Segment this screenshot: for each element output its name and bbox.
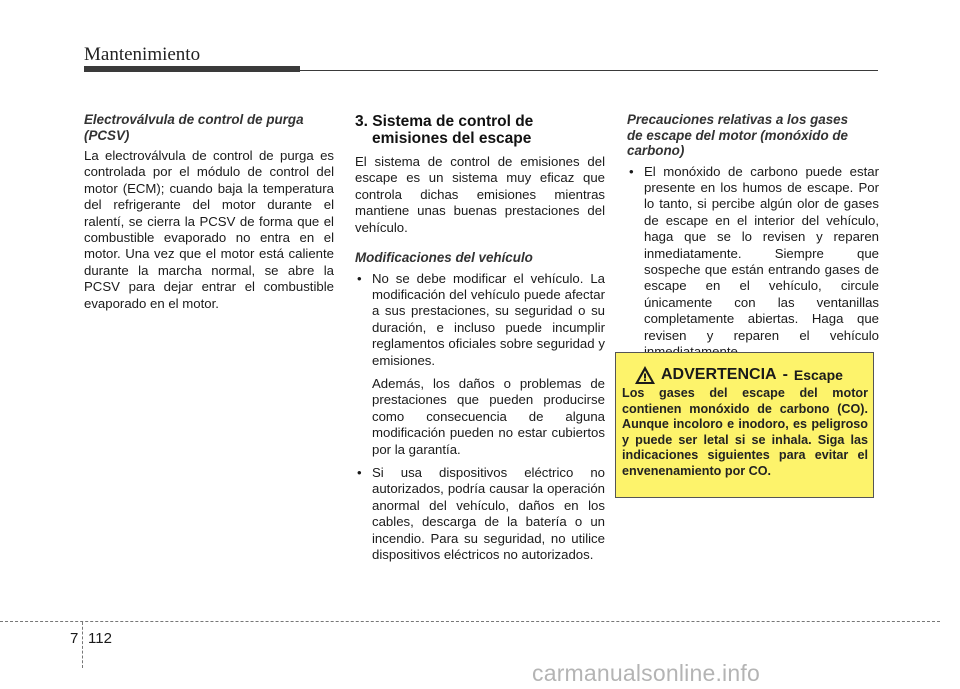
heading-line: emisiones del escape (372, 130, 532, 147)
page-number: 112 (88, 630, 112, 647)
subtitle-pcsv (84, 112, 334, 143)
subtitle-line: Precauciones relativas a los gases (627, 112, 849, 127)
list-item-text: No se debe modificar el vehículo. La modificación del vehículo puede afectar a sus prestaciones, su seguridad o su duración, e incluso puede incumplir reglamentos oficiales sobre seguridad y emisiones. (372, 270, 605, 368)
bullet-list (627, 164, 879, 361)
bullet-dot: • (357, 270, 362, 286)
column-right (627, 112, 879, 367)
list-item-continuation: Además, los daños o problemas de prestaciones que pueden producirse como consecuencia de alguna modificación pueden no estar cubiertos por la garantía. (372, 375, 605, 457)
subtitle-modifications: Modificaciones del vehículo (355, 250, 533, 266)
bullet-dot: • (357, 465, 362, 480)
header-rule (300, 70, 878, 71)
warning-label: ADVERTENCIA (661, 366, 777, 383)
bullet-dot: • (629, 163, 634, 179)
warning-box (615, 352, 874, 498)
warning-separator: - (782, 366, 788, 383)
footer-divider (82, 622, 83, 668)
list-item (355, 465, 605, 563)
column-middle (355, 112, 605, 570)
chapter-number: 7 (70, 630, 79, 647)
paragraph-intro: El sistema de control de emisiones del escape es un sistema muy eficaz que controla dichas emisiones mientras mantiene unas buenas prestaciones del vehículo. (355, 154, 605, 235)
subtitle-exhaust-precautions (627, 112, 879, 159)
bullet-list (355, 465, 605, 563)
warning-topic: Escape (793, 367, 843, 383)
subtitle-line: de escape del motor (monóxido de (627, 127, 848, 143)
watermark: carmanualsonline.info (532, 660, 760, 686)
heading-emission-control (355, 113, 605, 147)
list-item (355, 271, 605, 369)
section-title: Mantenimiento (84, 44, 201, 65)
column-left (84, 112, 334, 312)
warning-text: Los gases del escape del motor contienen monóxido de carbono (CO). Aunque incoloro e inodoro, es peligroso y puede ser letal si se inhala. Siga las indicaciones siguientes para evitar el envenenamiento por CO. (622, 386, 868, 478)
list-item-text: Si usa dispositivos eléctrico no autorizados, podría causar la operación anormal del vehículo, daños en los cables, descarga de la batería o un incendio. Para su seguridad, no utilice dispositivos eléctricos no autorizados. (372, 465, 605, 563)
list-item-text: El monóxido de carbono puede estar presente en los humos de escape. Por lo tanto, si percibe algún olor de gases de escape en el interior del vehículo, haga que se lo revisen y reparen inmediatamente. Siempre que sospeche que están entrando gases de escape en el vehículo, circule únicamente con las ventanillas completamente abiertas. Haga que revisen y reparen el vehículo (644, 163, 879, 343)
footer-rule (0, 621, 940, 622)
warning-triangle-icon (634, 365, 656, 385)
heading-line: 3. Sistema de control de (355, 113, 534, 130)
subtitle-line: Electroválvula de control de purga (84, 112, 304, 127)
bullet-list (355, 271, 605, 369)
subtitle-line: carbono) (627, 143, 685, 158)
warning-title (634, 363, 843, 387)
header-bar (84, 66, 300, 72)
paragraph-pcsv: La electroválvula de control de purga es controlada por el módulo de control del motor (ECM); cuando baja la temperatura del refrigerante del motor durante el ralentí, se cierra la PCSV de forma que el combustible evaporado no entra en el motor. Una vez que el motor está caliente durante la marcha normal, se abre la PCSV para dejar entrar el combustible evaporado en el motor. (84, 148, 334, 311)
subtitle-line: (PCSV) (84, 127, 130, 143)
list-item (627, 164, 879, 361)
